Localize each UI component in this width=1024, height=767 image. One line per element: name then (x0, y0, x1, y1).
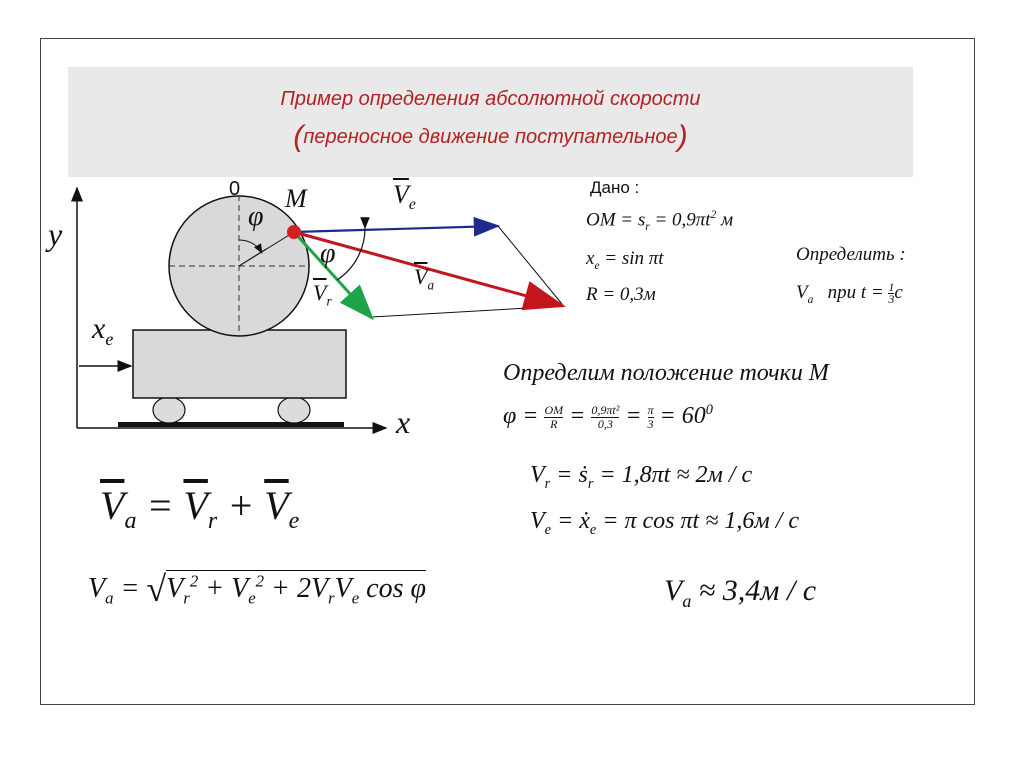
position-heading: Определим положение точки М (503, 360, 829, 386)
title-line-2: (переносное движение поступательное) (293, 120, 688, 153)
y-axis-label: y (48, 216, 63, 252)
wheel-right (278, 397, 310, 423)
phi-arc-outer (337, 228, 365, 280)
position-phi-formula: φ = $\frac{OM}{R}$ = $\frac{\text{0,9πt²}}{0,3}$ = $\frac{\pi}{3}$ = $60^0$ (503, 402, 713, 431)
ve-label: $\overline{V}_e$ (393, 180, 416, 214)
given-heading: Дано : (590, 178, 640, 197)
phi-label-inner: φ (248, 201, 264, 232)
vr-label: $\overline{V}_r$ (313, 280, 332, 309)
origin-label: 0 (229, 178, 241, 200)
title-line-1: Пример определения абсолютной скорости (280, 88, 701, 110)
find-heading: Определить : (796, 244, 906, 265)
cart-body (133, 330, 346, 398)
vector-sum-formula: $\overline{V}_a = \overline{V}_r + \overline{V}_e$ (100, 483, 300, 534)
wheel-left (153, 397, 185, 423)
x-axis-label: x (396, 404, 411, 440)
magnitude-formula: $V_a = √V_r^2 + V_e^2 + 2V_rV_e$ cos φ (88, 569, 426, 609)
xe-label: $x_e$ (92, 312, 114, 349)
helper-line-2 (372, 306, 562, 317)
ve-vector (294, 226, 498, 232)
phi-label-outer: φ (320, 238, 336, 269)
vr-formula: $V_r$ = ṡ$_r$ = 1,8πt ≈ 2м / с (530, 462, 753, 492)
given-xe: $x_e = \sin \pi t$ (586, 248, 664, 272)
ground (118, 422, 344, 427)
va-label: $\overline{V}_a$ (414, 264, 435, 293)
point-m-label: M (285, 184, 307, 213)
ve-formula: $V_e$ = ẋ$_e$ = π cos πt ≈ 1,6м / с (530, 508, 800, 538)
find-va: $V_a$ при t = $\frac{1}{3}$ c (796, 280, 903, 307)
given-om: OM = $s_r = 0,9\pi t^2$ м (586, 209, 734, 234)
va-result: $V_a \approx 3,4м / с$ (664, 574, 817, 611)
point-m (287, 225, 301, 239)
given-r: R = 0,3м (586, 284, 656, 305)
